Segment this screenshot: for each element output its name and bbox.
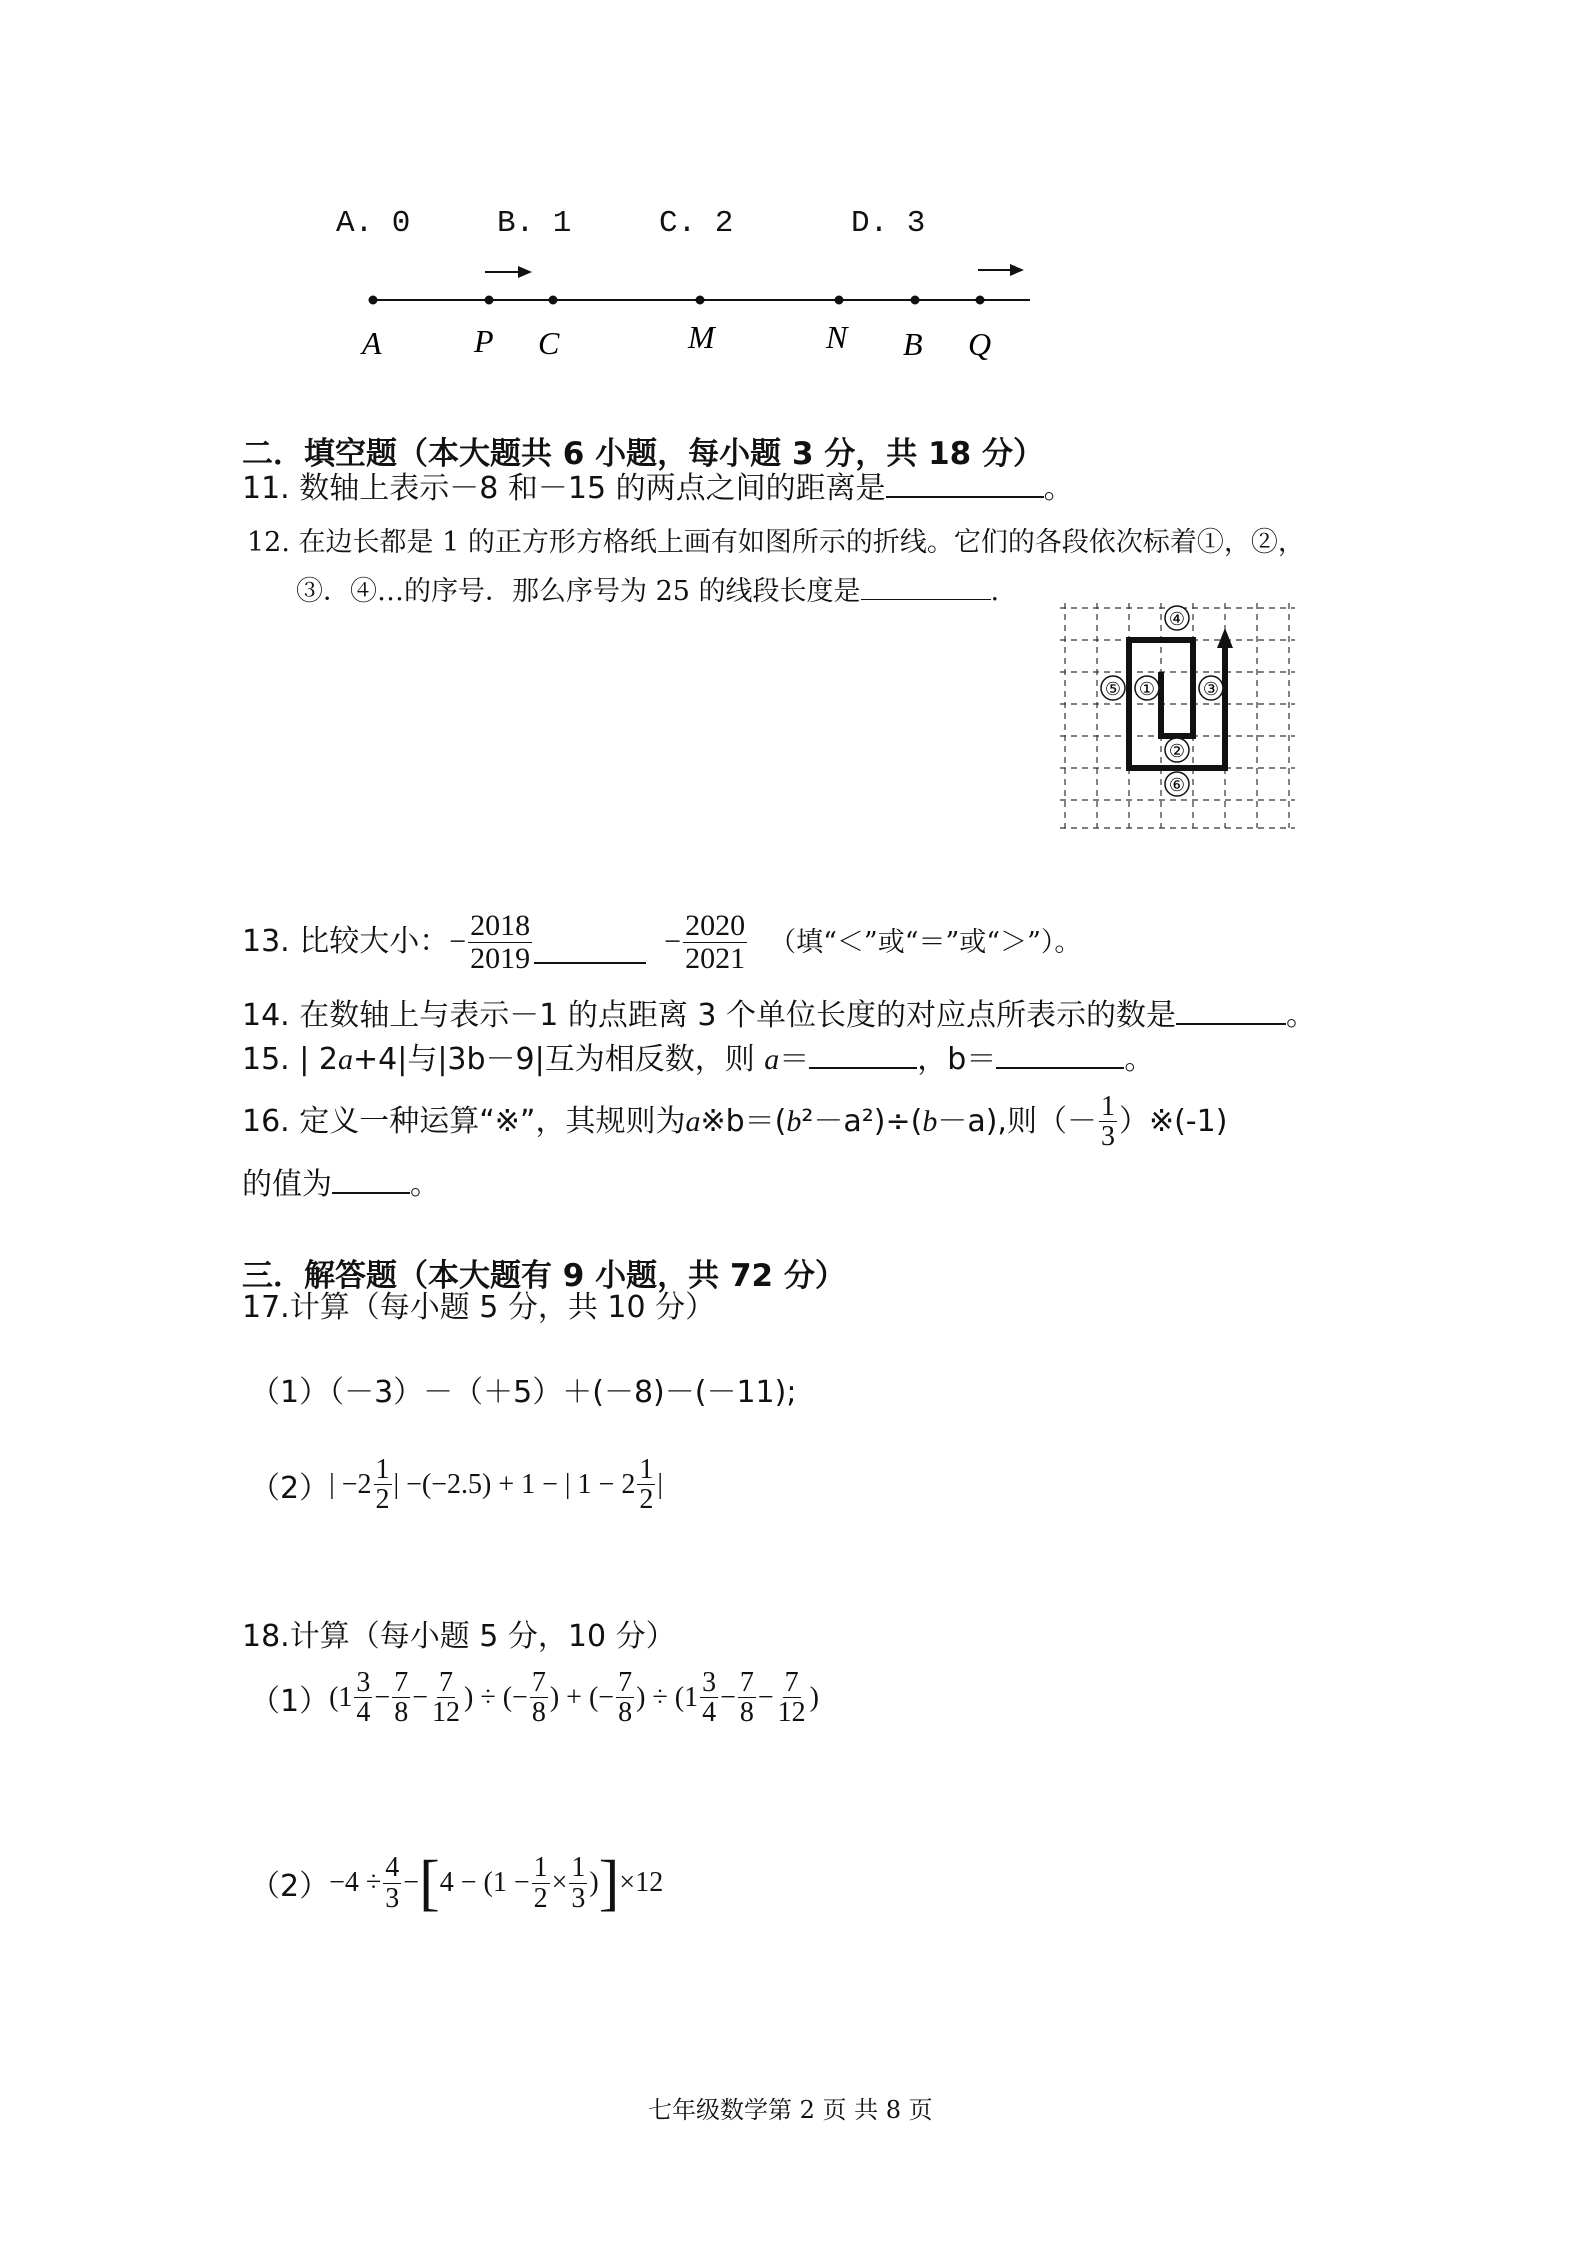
q13-frac2-den: 2021 [685,941,746,975]
label-c: C [538,325,560,361]
q18-frac-5: $\frac{7}{8}$ [618,1667,633,1729]
p-arrowhead-icon [518,266,532,278]
q16-frac-num: 1 [1100,1091,1115,1122]
label-q: Q [968,326,992,362]
q16-part5: ）※(-1) [1118,1103,1228,1139]
q15-part3: ＝ [779,1042,810,1077]
question-16 [242,1092,1227,1152]
q16-var-b2: b [922,1104,938,1138]
question-13 [242,910,1081,974]
label-2: ② [1168,741,1186,761]
option-b: B. 1 [497,206,572,241]
q13-fraction1 [468,910,532,974]
spiral-grid-figure [1055,598,1305,838]
q13-fraction2 [683,910,747,974]
q13-frac1-num: 2018 [470,909,531,942]
label-n: N [826,319,848,355]
q14-end: 。 [1286,998,1317,1033]
q18-part1-label: （1） [250,1683,330,1719]
label-m: M [688,319,715,355]
q13-minus2: − [664,925,682,958]
q15-blank-a[interactable] [809,1043,917,1069]
q13-frac1-den: 2019 [470,941,531,975]
q17-frac-b: $\frac{1}{2}$ [639,1454,654,1516]
q16-var-a: a [685,1104,701,1138]
q18-left-bracket: [ [419,1849,440,1917]
q16-part1: 16. 定义一种运算“※”，其规则为 [242,1103,686,1139]
question-12-line2 [296,569,999,608]
q13-minus1: − [449,925,467,958]
q18-p2-frac-2: $\frac{1}{2}$ [533,1852,548,1914]
q16-end: 。 [410,1167,440,1202]
q11-text: 11. 数轴上表示－8 和－15 的两点之间的距离是 [242,471,886,506]
q17-expr-c: | [657,1468,663,1500]
q18-p2-frac-3: $\frac{1}{3}$ [571,1852,586,1914]
q18-frac-8: $\frac{7}{12}$ [777,1667,806,1729]
q18-part1: （1） (1 $\frac{3}{4}$ − $\frac{7}{8}$ − $\frac{7}{12}$ ) ÷ (− $\frac{7}{8}$ ) + (− $\frac{7}{8}$ ) ÷ (1 $\frac{3}{4}$ − $\frac{7}{8}$ − $\frac{7}{12}$ ) [250,1667,819,1729]
label-6: ⑥ [1168,775,1186,795]
option-a: A. 0 [336,206,411,241]
q18-frac-4: $\frac{7}{8}$ [531,1667,546,1729]
point-n [835,296,844,305]
point-m [696,296,705,305]
question-12-line1: 12. 在边长都是 1 的正方形方格纸上画有如图所示的折线。它们的各段依次标着①，②， [247,527,1305,558]
option-d: D. 3 [851,206,926,241]
q12-text: ③．④…的序号．那么序号为 25 的线段长度是 [296,576,861,607]
q16-part4: －a),则（－ [937,1103,1097,1139]
q18-p2-frac-1: $\frac{4}{3}$ [385,1852,400,1914]
q11-blank[interactable] [886,472,1044,498]
q16-var-b: b [786,1104,802,1138]
number-line-figure [350,250,1050,370]
q15-part1: 15. | 2 [242,1042,338,1077]
q16-part3: ²－a²)÷( [801,1103,923,1139]
q15-blank-b[interactable] [996,1043,1124,1069]
page-footer: 七年级数学第 2 页 共 8 页 [648,2096,933,2124]
q14-blank[interactable] [1176,999,1286,1025]
q13-blank[interactable] [534,938,646,964]
q13-prefix: 13. 比较大小： [242,924,450,959]
question-11 [242,472,1074,504]
q18-frac-3: $\frac{7}{12}$ [432,1667,461,1729]
q17-part2-label: （2） [250,1470,330,1506]
q12-end: . [990,576,1000,607]
spiral-arrowhead-icon [1217,628,1233,648]
q15-part2: +4|与|3b－9|互为相反数，则 [352,1042,765,1077]
q16-blank[interactable] [332,1168,410,1194]
q18-frac-7: $\frac{7}{8}$ [739,1667,754,1729]
q15-end: 。 [1124,1042,1155,1077]
label-1: ① [1138,679,1156,699]
q17-part2 [250,1455,663,1515]
q15-part4: ，b＝ [917,1042,997,1077]
q11-end: 。 [1043,471,1074,506]
q17-expr-a: | −2 [329,1468,372,1500]
q13-hint: （填“＜”或“＝”或“＞”）。 [769,926,1082,958]
q13-frac2-num: 2020 [685,909,746,942]
q12-blank[interactable] [861,577,991,600]
q-arrowhead-icon [1010,264,1024,276]
question-14 [242,999,1316,1031]
q18-heading: 18.计算（每小题 5 分，10 分） [242,1619,676,1654]
question-15 [242,1043,1154,1075]
q16-part2: ※b＝( [700,1103,787,1139]
q18-frac-2: $\frac{7}{8}$ [394,1667,409,1729]
q18-expr-a: (1 [329,1681,353,1713]
label-b: B [903,326,923,362]
option-c: C. 2 [659,206,734,241]
q16-line2: 的值为 [242,1167,332,1202]
q16-frac-den: 3 [1100,1121,1115,1153]
q14-text: 14. 在数轴上与表示－1 的点距离 3 个单位长度的对应点所表示的数是 [242,998,1177,1033]
q17-heading: 17.计算（每小题 5 分，共 10 分） [242,1290,716,1325]
q18-part2-label: （2） [250,1869,330,1904]
section2-title: 二．填空题（本大题共 6 小题，每小题 3 分，共 18 分） [242,436,1045,472]
point-p [485,296,494,305]
q18-frac-1: $\frac{3}{4}$ [356,1667,371,1729]
q16-fraction [1099,1092,1117,1152]
point-q [976,296,985,305]
q17-frac-a: $\frac{1}{2}$ [375,1454,390,1516]
q15-var-a: a [337,1043,353,1076]
q18-part2: （2） −4 ÷ $\frac{4}{3}$ − [ 4 − (1 − $\frac{1}{2}$ × $\frac{1}{3}$ ) ] ×12 [250,1849,664,1917]
point-a [369,296,378,305]
section3-title: 三．解答题（本大题有 9 小题，共 72 分） [242,1258,846,1294]
point-b [911,296,920,305]
q15-var-a2: a [764,1043,780,1076]
q17-part1: （1）（－3）－（＋5）＋(－8)－(－11); [250,1375,797,1410]
label-3: ③ [1202,679,1220,699]
q18-right-bracket: ] [598,1849,620,1917]
label-5: ⑤ [1104,679,1122,699]
q18-frac-6: $\frac{3}{4}$ [702,1667,717,1729]
label-4: ④ [1168,609,1186,629]
label-p: P [474,323,494,359]
question-16-line2 [242,1168,440,1200]
label-a: A [362,325,382,361]
point-c [549,296,558,305]
q17-expr-b: | −(−2.5) + 1 − | 1 − 2 [393,1468,636,1500]
